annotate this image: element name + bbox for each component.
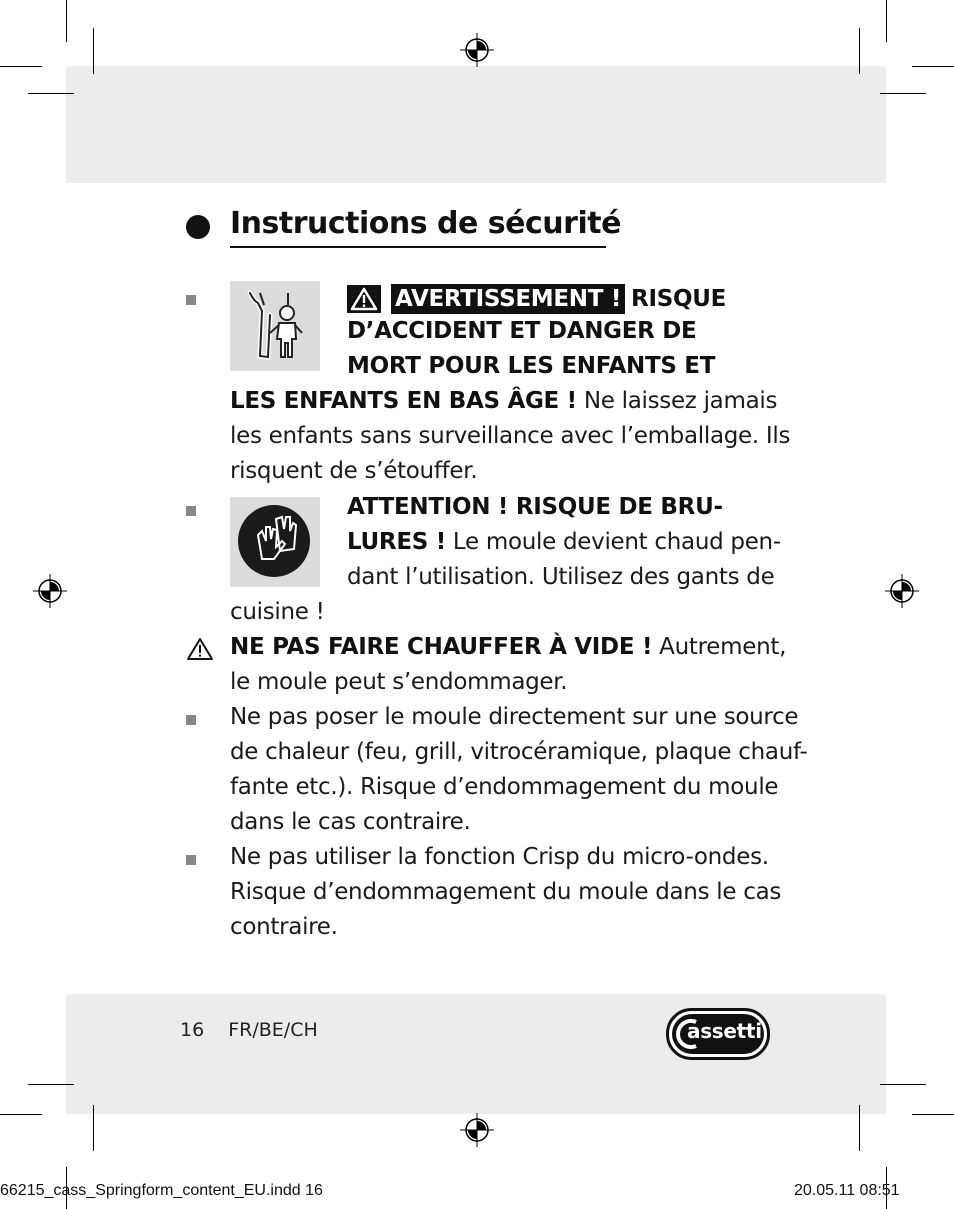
warning-label: AVERTISSEMENT ! xyxy=(391,284,625,314)
empty-heat-text: Autrement, xyxy=(652,634,787,660)
crisp-line: Ne pas utiliser la fonction Crisp du micro-ondes. xyxy=(230,844,769,870)
burn-line xyxy=(347,525,781,560)
crop-mark xyxy=(886,0,887,42)
warning-line: D’ACCIDENT ET DANGER DE xyxy=(347,318,697,344)
crop-mark xyxy=(0,1114,42,1115)
top-band xyxy=(66,66,886,183)
crop-mark xyxy=(880,1084,926,1085)
list-bullet xyxy=(186,855,196,865)
crop-mark xyxy=(93,1105,94,1151)
child-danger-pictogram xyxy=(230,281,320,371)
warning-line: MORT POUR LES ENFANTS ET xyxy=(347,353,716,379)
crop-mark xyxy=(859,1105,860,1151)
warning-title-part: RISQUE xyxy=(631,286,727,312)
page-title: Instructions de sécurité xyxy=(230,206,621,241)
warning-line xyxy=(230,384,777,419)
warning-line: les enfants sans surveillance avec l’emballage. Ils xyxy=(230,423,791,449)
empty-heat-line xyxy=(230,630,786,665)
burn-text: Le moule devient chaud pen- xyxy=(445,529,781,555)
crop-mark xyxy=(93,28,94,74)
crisp-line: contraire. xyxy=(230,914,338,940)
warning-triangle-icon xyxy=(186,637,214,661)
gloves-pictogram xyxy=(230,497,320,587)
crop-mark xyxy=(0,66,42,67)
heading-bullet-icon xyxy=(186,215,210,239)
slug-datetime: 20.05.11 08:51 xyxy=(794,1182,900,1199)
warning-heading xyxy=(347,284,726,314)
slug-filename: 66215_cass_Springform_content_EU.indd 16 xyxy=(0,1182,323,1199)
burn-line: cuisine ! xyxy=(230,599,325,625)
locale-code: FR/BE/CH xyxy=(228,1019,318,1041)
crop-mark xyxy=(28,1084,74,1085)
crop-mark xyxy=(66,0,67,42)
crop-mark xyxy=(859,28,860,74)
page-number: 16 xyxy=(180,1019,205,1041)
empty-heat-line: le moule peut s’endommager. xyxy=(230,669,568,695)
crop-mark xyxy=(912,1114,954,1115)
registration-mark-icon xyxy=(33,574,67,608)
crop-mark xyxy=(880,93,926,94)
warning-triangle-icon xyxy=(347,285,381,313)
warning-bold-text: LES ENFANTS EN BAS ÂGE ! xyxy=(230,388,577,414)
registration-mark-icon xyxy=(460,1113,494,1147)
page-footer xyxy=(180,1019,318,1041)
crop-mark xyxy=(28,93,74,94)
registration-mark-icon xyxy=(885,574,919,608)
crisp-line: Risque d’endommagement du moule dans le cas xyxy=(230,879,782,905)
burn-bold-text: LURES ! xyxy=(347,529,446,555)
list-bullet xyxy=(186,295,196,305)
empty-heat-bold-text: NE PAS FAIRE CHAUFFER À VIDE ! xyxy=(230,634,653,660)
heat-source-line: de chaleur (feu, grill, vitrocéramique, plaque chauf- xyxy=(230,739,808,765)
list-bullet xyxy=(186,715,196,725)
warning-text: Ne laissez jamais xyxy=(576,388,778,414)
heat-source-line: Ne pas poser le moule directement sur une source xyxy=(230,704,799,730)
heading-underline xyxy=(230,246,606,248)
burn-line: ATTENTION ! RISQUE DE BRU- xyxy=(347,494,723,520)
crop-mark xyxy=(912,66,954,67)
heat-source-line: dans le cas contraire. xyxy=(230,809,471,835)
list-bullet xyxy=(186,506,196,516)
child-with-bag-icon xyxy=(230,281,320,371)
registration-mark-icon xyxy=(460,33,494,67)
logo-wordmark: assetti xyxy=(687,1019,762,1043)
gloves-icon xyxy=(230,497,320,587)
brand-logo xyxy=(666,1008,770,1060)
warning-line: risquent de s’étouffer. xyxy=(230,458,478,484)
burn-line: dant l’utilisation. Utilisez des gants de xyxy=(347,564,775,590)
heat-source-line: fante etc.). Risque d’endommagement du moule xyxy=(230,774,779,800)
